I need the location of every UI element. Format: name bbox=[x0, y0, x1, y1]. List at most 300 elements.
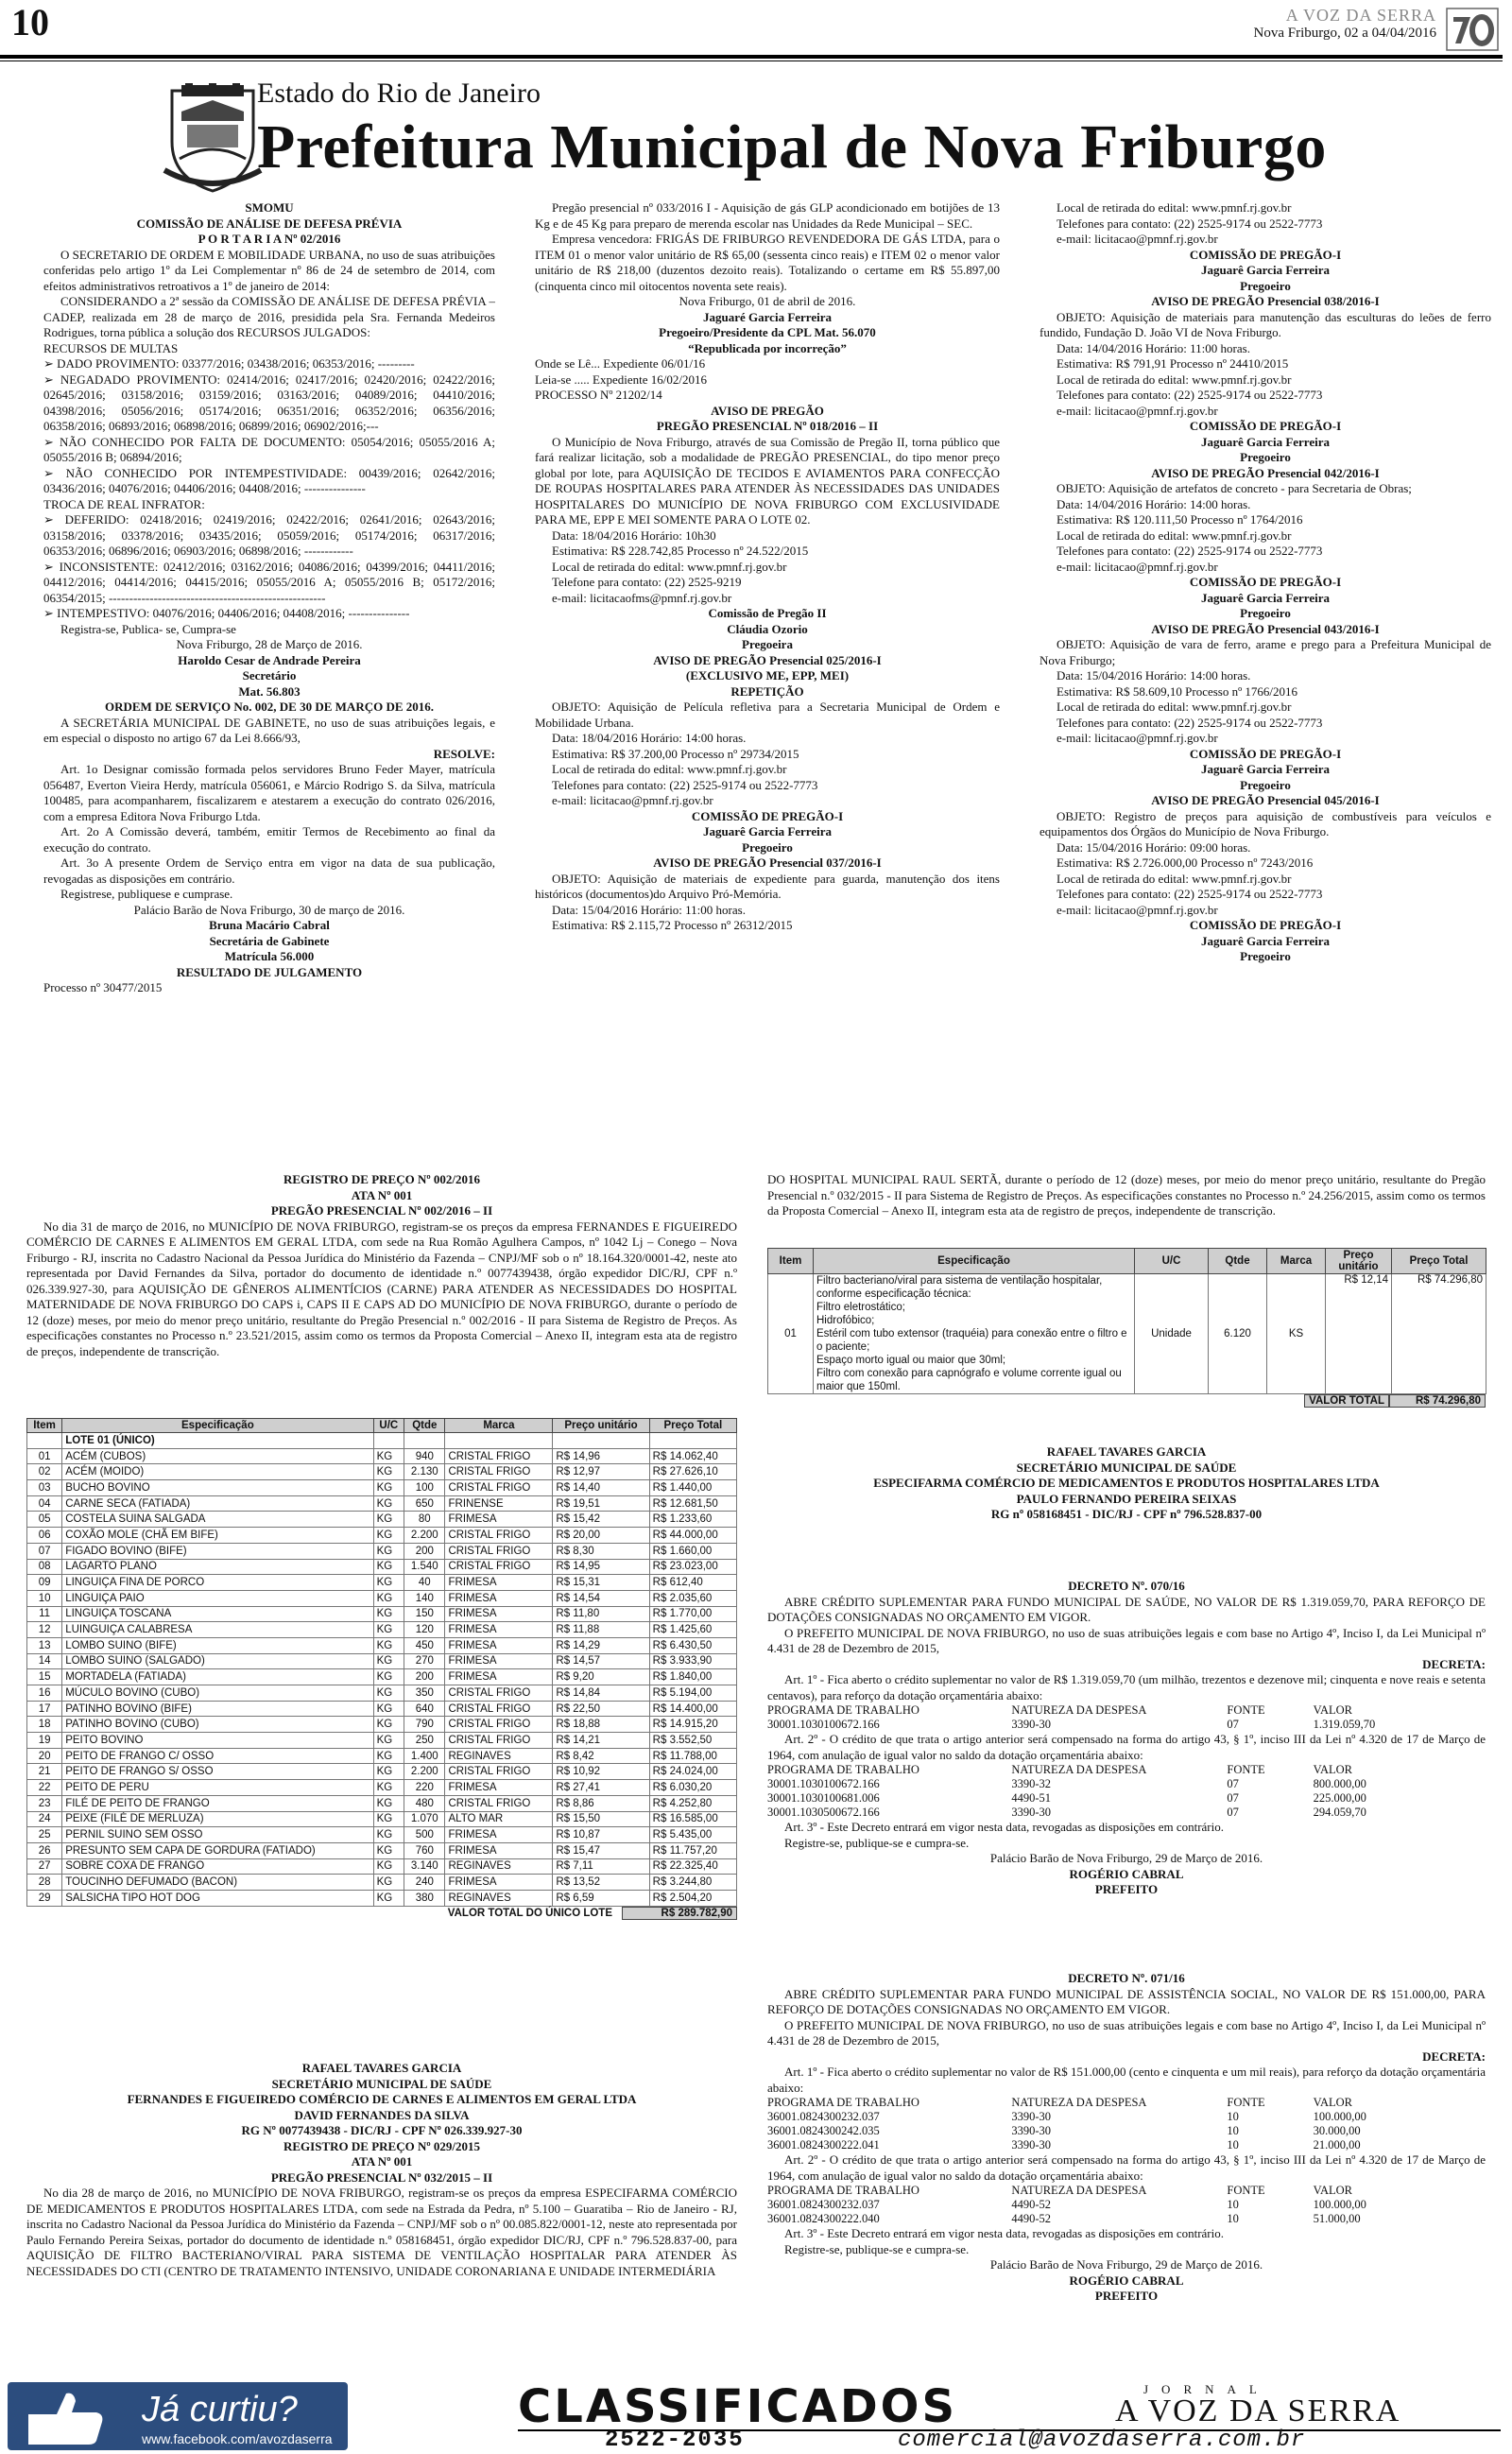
paragraph: OBJETO: Aquisição de materiais de expediente para guarda, manutenção dos itens históricos (documentos)do Arquivo Pró-Memória. bbox=[535, 871, 1000, 901]
paragraph: Data: 18/04/2016 Horário: 10h30 bbox=[552, 527, 716, 543]
paragraph: Palácio Barão de Nova Friburgo, 30 de março de 2016. bbox=[133, 902, 405, 917]
table-cell: 790 bbox=[404, 1717, 445, 1733]
paragraph: O SECRETARIO DE ORDEM E MOBILIDADE URBANA, no uso de suas atribuições conferidas pelo artigo 1º da Lei Complementar nº 86 de 24 de setembro de 2014, com efeitos administrativos retroativos a 1º de janeiro de 2014: bbox=[43, 247, 495, 293]
paragraph: Telefones para contato: (22) 2525-9174 ou 2522-7773 bbox=[552, 777, 818, 792]
total-price-cell: R$ 74.296,80 bbox=[1392, 1274, 1486, 1394]
budget-header: FONTE bbox=[1227, 2184, 1265, 2197]
budget-row bbox=[767, 2212, 1486, 2226]
table-cell: R$ 14,84 bbox=[553, 1685, 649, 1702]
table-cell: FRIMESA bbox=[445, 1875, 553, 1891]
table-row bbox=[27, 1528, 737, 1544]
paragraph: AVISO DE PREGÃO Presencial 042/2016-I bbox=[1151, 465, 1380, 480]
paragraph: ➢ INTEMPESTIVO: 04076/2016; 04406/2016; 04408/2016; --------------- bbox=[43, 606, 410, 620]
table-cell: 760 bbox=[404, 1842, 445, 1858]
table-cell: R$ 5.435,00 bbox=[649, 1827, 736, 1843]
table-cell: R$ 22,50 bbox=[553, 1701, 649, 1717]
table-cell: 04 bbox=[27, 1495, 62, 1512]
paragraph: OBJETO: Aquisição de materiais para manutenção das esculturas do leões de ferro fundido, Fundação D. João VI de Nova Friburgo. bbox=[1040, 309, 1491, 339]
table-cell: R$ 1.660,00 bbox=[649, 1543, 736, 1559]
decreto-070-section bbox=[767, 1579, 1486, 1966]
table-cell: R$ 6,59 bbox=[553, 1890, 649, 1906]
table-cell: FRIMESA bbox=[445, 1637, 553, 1653]
paragraph: Registra-se, Publica- se, Cumpra-se bbox=[60, 621, 236, 636]
table-cell: FRIMESA bbox=[445, 1622, 553, 1638]
table-cell: 08 bbox=[27, 1559, 62, 1575]
table-cell: R$ 20,00 bbox=[553, 1528, 649, 1544]
newspaper-name: A VOZ DA SERRA bbox=[1285, 6, 1436, 25]
empty-cell bbox=[404, 1433, 445, 1449]
paragraph: O PREFEITO MUNICIPAL DE NOVA FRIBURGO, no uso de suas atribuições legais e com base no Artigo 4º, Inciso I, da Lei Municipal nº 4.431 de 28 de Dezembro de 2015, bbox=[767, 1625, 1486, 1655]
table-cell: FRIMESA bbox=[445, 1575, 553, 1591]
table-cell: R$ 27,41 bbox=[553, 1780, 649, 1796]
table-cell: KG bbox=[373, 1764, 404, 1780]
paragraph: PREGÃO PRESENCIAL Nº 002/2016 – II bbox=[270, 1203, 493, 1218]
paragraph: Telefone para contato: (22) 2525-9219 bbox=[552, 575, 742, 589]
table-cell: FRIMESA bbox=[445, 1842, 553, 1858]
table-cell: CRISTAL FRIGO bbox=[445, 1480, 553, 1496]
budget-cell: 4490-51 bbox=[1011, 1791, 1052, 1805]
paragraph: ABRE CRÉDITO SUPLEMENTAR PARA FUNDO MUNICIPAL DE ASSISTÊNCIA SOCIAL, NO VALOR DE R$ 151.000,00, PARA REFORÇO DE DOTAÇÕES CONSIGNADAS NO ORÇAMENTO EM VIGOR. bbox=[767, 1986, 1486, 2016]
table-cell: 16 bbox=[27, 1685, 62, 1702]
paragraph: OBJETO: Aquisição de vara de ferro, arame e prego para a Prefeitura Municipal de Nova Friburgo; bbox=[1040, 637, 1491, 667]
paragraph: ABRE CRÉDITO SUPLEMENTAR PARA FUNDO MUNICIPAL DE SAÚDE, NO VALOR DE R$ 1.319.059,70, PARA REFORÇO DE DOTAÇÕES CONSIGNADAS NO ORÇAMENTO EM VIGOR. bbox=[767, 1594, 1486, 1624]
table-cell: R$ 12.681,50 bbox=[649, 1495, 736, 1512]
registro-029-signatures bbox=[767, 1444, 1486, 1567]
spec-line: Estéril com tubo extensor (traquéia) para conexão entre o filtro e o paciente; bbox=[816, 1328, 1127, 1353]
table-row bbox=[27, 1480, 737, 1496]
table-cell: R$ 14,54 bbox=[553, 1590, 649, 1606]
budget-cell: 10 bbox=[1227, 2124, 1239, 2137]
paragraph: Haroldo Cesar de Andrade Pereira bbox=[178, 652, 361, 667]
table-cell: CRISTAL FRIGO bbox=[445, 1733, 553, 1749]
table-cell: R$ 14,96 bbox=[553, 1448, 649, 1464]
paragraph: Local de retirada do edital: www.pmnf.rj.gov.br bbox=[1057, 527, 1292, 543]
paragraph: Comissão de Pregão II bbox=[708, 606, 827, 620]
budget-cell: 36001.0824300242.035 bbox=[767, 2124, 880, 2137]
total-label: VALOR TOTAL bbox=[1304, 1394, 1389, 1408]
table-cell: R$ 15,31 bbox=[553, 1575, 649, 1591]
qtde-cell: 6.120 bbox=[1209, 1274, 1267, 1394]
newspaper-header bbox=[1254, 6, 1436, 42]
budget-cell: 30001.1030100681.006 bbox=[767, 1791, 880, 1805]
table-cell: PEITO DE FRANGO C/ OSSO bbox=[62, 1748, 373, 1764]
paragraph: Telefones para contato: (22) 2525-9174 ou 2522-7773 bbox=[1057, 544, 1323, 558]
table-cell: PEITO DE PERU bbox=[62, 1780, 373, 1796]
table-cell: 500 bbox=[404, 1827, 445, 1843]
table-cell: PRESUNTO SEM CAPA DE GORDURA (FATIADO) bbox=[62, 1842, 373, 1858]
paragraph: Local de retirada do edital: www.pmnf.rj.gov.br bbox=[1057, 372, 1292, 387]
budget-header: NATUREZA DA DESPESA bbox=[1011, 1703, 1147, 1717]
table-cell: R$ 15,50 bbox=[553, 1811, 649, 1827]
paragraph: Art. 1º - Fica aberto o crédito suplementar no valor de R$ 1.319.059,70 (um milhão, trezentos e dezenove mil; cinquenta e nove reais e setenta centavos), para reforço da dotação orçamentária abaixo: bbox=[767, 1672, 1486, 1702]
budget-cell: 21.000,00 bbox=[1313, 2138, 1361, 2152]
paragraph: ➢ NEGADADO PROVIMENTO: 02414/2016; 02417/2016; 02420/2016; 02422/2016; 02645/2016; 03158/2016; 03159/2016; 03163/2016; 04089/2016; 04410/2016; 04398/2016; 05056/2016; 05174/2016; 06351/2016; 06352/2016; 06356/2016; 06358/2016; 06893/2016; 06898/2016; 06899/2016; 06902/2016;--- bbox=[43, 372, 495, 433]
paragraph: Art. 2º - O crédito de que trata o artigo anterior será compensado na forma do artigo 43, § 1º, inciso III da Lei nº 4.320 de 17 de Março de 1964, com anulação de igual valor no saldo da dotação orçamentária abaixo: bbox=[767, 2152, 1486, 2183]
avoz-logo-text: A VOZ DA SERRA bbox=[1115, 2394, 1401, 2428]
decreto-071-table-2 bbox=[767, 2184, 1486, 2226]
facebook-url[interactable]: www.facebook.com/avozdaserra bbox=[142, 2431, 333, 2446]
paragraph: Nova Friburgo, 01 de abril de 2016. bbox=[679, 294, 856, 308]
paragraph: Onde se Lê... Expediente 06/01/16 bbox=[535, 356, 706, 371]
table-cell: R$ 1.425,60 bbox=[649, 1622, 736, 1638]
table-cell: 250 bbox=[404, 1733, 445, 1749]
table-cell: FILÉ DE PEITO DE FRANGO bbox=[62, 1795, 373, 1811]
paragraph: DECRETA: bbox=[1422, 1656, 1486, 1671]
paragraph: RAFAEL TAVARES GARCIA bbox=[1046, 1444, 1207, 1459]
paragraph: Pregoeiro bbox=[1240, 606, 1291, 620]
table-cell: 2.130 bbox=[404, 1464, 445, 1480]
table-row bbox=[27, 1637, 737, 1653]
jornal-label: JORNAL bbox=[1143, 2382, 1270, 2396]
decreto-070-table-1 bbox=[767, 1703, 1486, 1732]
budget-row bbox=[767, 1791, 1486, 1806]
header-rule bbox=[0, 55, 1503, 59]
budget-cell: 3390-30 bbox=[1011, 2138, 1052, 2152]
table-cell: REGINAVES bbox=[445, 1858, 553, 1875]
paragraph: Telefones para contato: (22) 2525-9174 ou 2522-7773 bbox=[1057, 216, 1323, 231]
paragraph: REGISTRO DE PREÇO Nº 029/2015 bbox=[284, 2138, 480, 2153]
paragraph: Pregão presencial nº 033/2016 I - Aquisição de gás GLP acondicionado em botijões de 13 Kg e de 45 Kg para preparo de merenda escolar nas Unidades da Rede Municipal – SEC. bbox=[535, 200, 1000, 231]
table-header-row bbox=[768, 1249, 1486, 1274]
table-cell: FRIMESA bbox=[445, 1606, 553, 1622]
decreto-071-section bbox=[767, 1971, 1486, 2373]
table-cell: R$ 14.400,00 bbox=[649, 1701, 736, 1717]
paragraph: Nova Friburgo, 28 de Março de 2016. bbox=[176, 637, 363, 651]
paragraph: Pregoeiro bbox=[1240, 777, 1291, 792]
table-cell: 23 bbox=[27, 1795, 62, 1811]
table-cell: CRISTAL FRIGO bbox=[445, 1559, 553, 1575]
table-row bbox=[27, 1795, 737, 1811]
paragraph: Pregoeiro/Presidente da CPL Mat. 56.070 bbox=[659, 325, 876, 339]
budget-cell: 07 bbox=[1227, 1791, 1239, 1805]
table-cell: 1.540 bbox=[404, 1559, 445, 1575]
column-pregao-avisos-2 bbox=[1040, 200, 1491, 1136]
table-cell: MÚCULO BOVINO (CUBO) bbox=[62, 1685, 373, 1702]
column-pregao-avisos bbox=[535, 200, 1000, 1136]
paragraph: Art. 3º - Este Decreto entrará em vigor nesta data, revogadas as disposições em contrário. bbox=[784, 2226, 1224, 2240]
paragraph: Registre-se, publique-se e cumpra-se. bbox=[784, 2241, 970, 2256]
table-cell: REGINAVES bbox=[445, 1748, 553, 1764]
table-cell: CRISTAL FRIGO bbox=[445, 1448, 553, 1464]
budget-cell: 225.000,00 bbox=[1313, 1791, 1366, 1805]
registro-002-table-wrap bbox=[26, 1418, 737, 1920]
table-cell: KG bbox=[373, 1701, 404, 1717]
budget-header: FONTE bbox=[1227, 2096, 1265, 2109]
paragraph: Estimativa: R$ 228.742,85 Processo nº 24.522/2015 bbox=[552, 544, 809, 558]
budget-cell: 30001.1030100672.166 bbox=[767, 1718, 880, 1731]
budget-cell: 07 bbox=[1227, 1806, 1239, 1819]
paragraph: PREGÃO PRESENCIAL Nº 032/2015 – II bbox=[270, 2169, 493, 2185]
table-cell: R$ 1.440,00 bbox=[649, 1480, 736, 1496]
table-cell: R$ 14.915,20 bbox=[649, 1717, 736, 1733]
paragraph: OBJETO: Aquisição de Película refletiva para a Secretaria Municipal de Ordem e Mobilidade Urbana. bbox=[535, 700, 1000, 730]
table-cell: CRISTAL FRIGO bbox=[445, 1701, 553, 1717]
paragraph: Secretária de Gabinete bbox=[209, 933, 330, 948]
table-cell: FRIMESA bbox=[445, 1512, 553, 1528]
table-cell: KG bbox=[373, 1653, 404, 1669]
paragraph: PREGÃO PRESENCIAL Nº 018/2016 – II bbox=[656, 419, 879, 433]
nova-friburgo-crest-icon bbox=[161, 83, 265, 197]
table-row bbox=[27, 1780, 737, 1796]
paragraph: e-mail: licitacao@pmnf.rj.gov.br bbox=[552, 793, 713, 807]
table-cell: 24 bbox=[27, 1811, 62, 1827]
budget-header: VALOR bbox=[1313, 2096, 1353, 2109]
paragraph: Art. 2º - O crédito de que trata o artigo anterior será compensado na forma do artigo 43, § 1º, inciso III da Lei nº 4.320 de 17 de Março de 1964, com anulação de igual valor no saldo da dotação orçamentária abaixo: bbox=[767, 1732, 1486, 1762]
budget-cell: 36001.0824300232.037 bbox=[767, 2110, 880, 2123]
spec-line: Hidrofóbico; bbox=[816, 1315, 875, 1326]
table-cell: LINGUIÇA TOSCANA bbox=[62, 1606, 373, 1622]
paragraph: AVISO DE PREGÃO Presencial 025/2016-I bbox=[653, 652, 882, 667]
table-cell: R$ 2.504,20 bbox=[649, 1890, 736, 1906]
table-cell: 13 bbox=[27, 1637, 62, 1653]
table-cell: FRIMESA bbox=[445, 1669, 553, 1685]
prefeitura-title: Prefeitura Municipal de Nova Friburgo bbox=[257, 112, 1327, 181]
table-cell: KG bbox=[373, 1842, 404, 1858]
paragraph: ATA Nº 001 bbox=[351, 2154, 413, 2169]
table-row bbox=[27, 1733, 737, 1749]
table-cell: 140 bbox=[404, 1590, 445, 1606]
table-cell: 650 bbox=[404, 1495, 445, 1512]
registro-029-table-wrap bbox=[767, 1248, 1486, 1408]
budget-header: VALOR bbox=[1313, 1763, 1353, 1776]
table-cell: 01 bbox=[27, 1448, 62, 1464]
table-cell: R$ 3.244,80 bbox=[649, 1875, 736, 1891]
table-cell: CRISTAL FRIGO bbox=[445, 1543, 553, 1559]
paragraph: O Município de Nova Friburgo, através de sua Comissão de Pregão II, torna público que fará realizar licitação, sob a modalidade de PREGÃO PRESENCIAL, do tipo menor preço global por lote, para AQUISIÇÃO DE TECIDOS E AVIAMENTOS PARA CONFECÇÃO DE ROUPAS HOSPITALARES PARA ATENDER ÀS NECESSIDADES DAS UNIDADES HOSPITALARES DO MUNICÍPIO DE NOVA FRIBURGO COM EXCLUSIVIDADE PARA ME, EPP E MEI SOMENTE PARA O LOTE 02. bbox=[535, 434, 1000, 527]
table-cell: KG bbox=[373, 1685, 404, 1702]
table-cell: COXÃO MOLE (CHÃ EM BIFE) bbox=[62, 1528, 373, 1544]
table-row bbox=[27, 1622, 737, 1638]
state-name: Estado do Rio de Janeiro bbox=[257, 78, 541, 109]
table-cell: FIGADO BOVINO (BIFE) bbox=[62, 1543, 373, 1559]
column-header: Preço unitário bbox=[1326, 1249, 1392, 1274]
budget-header: PROGRAMA DE TRABALHO bbox=[767, 2184, 919, 2197]
paragraph: COMISSÃO DE PREGÃO-I bbox=[1189, 575, 1342, 589]
paragraph: Art. 1º - Fica aberto o crédito suplementar no valor de R$ 151.000,00 (cento e cinquenta e um mil reais), para reforço da dotação orçamentária abaixo: bbox=[767, 2065, 1486, 2095]
spec-line: Filtro eletrostático; bbox=[816, 1302, 905, 1313]
column-header: Item bbox=[27, 1419, 62, 1433]
paragraph: REGISTRO DE PREÇO Nº 002/2016 bbox=[284, 1172, 480, 1186]
paragraph: Local de retirada do edital: www.pmnf.rj.gov.br bbox=[1057, 871, 1292, 886]
paragraph: FERNANDES E FIGUEIREDO COMÉRCIO DE CARNES E ALIMENTOS EM GERAL LTDA bbox=[127, 2092, 637, 2106]
table-cell: 14 bbox=[27, 1653, 62, 1669]
table-cell: R$ 612,40 bbox=[649, 1575, 736, 1591]
paragraph: PROCESSO Nº 21202/14 bbox=[535, 388, 662, 402]
paragraph: DAVID FERNANDES DA SILVA bbox=[294, 2107, 470, 2122]
paragraph: ROGÉRIO CABRAL bbox=[1069, 2273, 1184, 2288]
table-cell: 100 bbox=[404, 1480, 445, 1496]
table-cell: R$ 1.840,00 bbox=[649, 1669, 736, 1685]
uc-cell: Unidade bbox=[1135, 1274, 1209, 1394]
paragraph: OBJETO: Aquisição de artefatos de concreto - para Secretaria de Obras; bbox=[1057, 481, 1412, 495]
paragraph: ➢ DADO PROVIMENTO: 03377/2016; 03438/2016; 06353/2016; --------- bbox=[43, 356, 415, 371]
column-header: Especificação bbox=[62, 1419, 373, 1433]
paragraph: RESULTADO DE JULGAMENTO bbox=[176, 964, 363, 979]
table-cell: 640 bbox=[404, 1701, 445, 1717]
paragraph: Estimativa: R$ 120.111,50 Processo nº 1764/2016 bbox=[1057, 512, 1303, 527]
budget-header: FONTE bbox=[1227, 1763, 1265, 1776]
table-cell: FRIMESA bbox=[445, 1827, 553, 1843]
budget-cell: 3390-30 bbox=[1011, 1806, 1052, 1819]
paragraph: “Republicada por incorreção” bbox=[688, 340, 847, 355]
table-cell: 220 bbox=[404, 1780, 445, 1796]
registro-029-intro bbox=[767, 1172, 1486, 1248]
budget-header-row bbox=[767, 2096, 1486, 2110]
budget-row bbox=[767, 1806, 1486, 1820]
paragraph: Data: 18/04/2016 Horário: 14:00 horas. bbox=[552, 731, 747, 745]
table-cell: R$ 11,80 bbox=[553, 1606, 649, 1622]
table-cell: R$ 6.030,20 bbox=[649, 1780, 736, 1796]
table-cell: KG bbox=[373, 1748, 404, 1764]
table-cell: 21 bbox=[27, 1764, 62, 1780]
table-row bbox=[27, 1748, 737, 1764]
budget-row bbox=[767, 2124, 1486, 2138]
table-cell: KG bbox=[373, 1575, 404, 1591]
paragraph: Palácio Barão de Nova Friburgo, 29 de Março de 2016. bbox=[989, 1851, 1263, 1865]
paragraph: e-mail: licitacaofms@pmnf.rj.gov.br bbox=[552, 590, 732, 605]
paragraph: Jaguarê Garcia Ferreira bbox=[1201, 263, 1330, 277]
paragraph: Art. 3º - Este Decreto entrará em vigor nesta data, revogadas as disposições em contrário. bbox=[784, 1820, 1224, 1834]
table-cell: 150 bbox=[404, 1606, 445, 1622]
table-cell: CRISTAL FRIGO bbox=[445, 1764, 553, 1780]
table-cell: 2.200 bbox=[404, 1528, 445, 1544]
paragraph: Art. 1o Designar comissão formada pelos servidores Bruno Feder Mayer, matrícula 056487, Everton Vieira Herdy, matrícula 056061, e Márcio Rodrigo S. da Silva, matrícula 100485, para acompanharem, fiscalizarem e atestarem a execução do contrato 026/2016, com a empresa Editora Nova Friburgo Ltda. bbox=[43, 762, 495, 823]
table-cell: R$ 3.552,50 bbox=[649, 1733, 736, 1749]
budget-cell: 30001.1030100672.166 bbox=[767, 1777, 880, 1790]
budget-row bbox=[767, 1777, 1486, 1791]
budget-cell: 07 bbox=[1227, 1777, 1239, 1790]
spec-line: Filtro bacteriano/viral para sistema de ventilação hospitalar, conforme especificação técnica: bbox=[816, 1275, 1103, 1300]
paragraph: Registre-se, publique-se e cumpra-se. bbox=[784, 1835, 970, 1850]
paragraph: Jaguarê Garcia Ferreira bbox=[1201, 762, 1330, 776]
paragraph: REPETIÇÃO bbox=[730, 683, 804, 699]
empty-cell bbox=[649, 1433, 736, 1449]
table-cell: CRISTAL FRIGO bbox=[445, 1464, 553, 1480]
table-row bbox=[27, 1653, 737, 1669]
table-cell: SOBRE COXA DE FRANGO bbox=[62, 1858, 373, 1875]
paragraph: Jaguarê Garcia Ferreira bbox=[1201, 933, 1330, 948]
paragraph: Art. 2o A Comissão deverá, também, emitir Termos de Recebimento ao final da execução do contrato. bbox=[43, 824, 495, 855]
column-header: Especificação bbox=[814, 1249, 1135, 1274]
table-cell: 20 bbox=[27, 1748, 62, 1764]
table-cell: 07 bbox=[27, 1543, 62, 1559]
paragraph: Estimativa: R$ 2.115,72 Processo nº 26312/2015 bbox=[552, 918, 793, 932]
table-cell: R$ 5.194,00 bbox=[649, 1685, 736, 1702]
anniversary-70-logo bbox=[1446, 8, 1499, 51]
column-header: U/C bbox=[1135, 1249, 1209, 1274]
budget-header-row bbox=[767, 2184, 1486, 2198]
paragraph: Pregoeiro bbox=[1240, 450, 1291, 464]
total-value: R$ 289.782,90 bbox=[622, 1907, 737, 1920]
paragraph: Local de retirada do edital: www.pmnf.rj.gov.br bbox=[552, 559, 787, 574]
budget-header: PROGRAMA DE TRABALHO bbox=[767, 1703, 919, 1717]
budget-header: PROGRAMA DE TRABALHO bbox=[767, 2096, 919, 2109]
table-cell: R$ 22.325,40 bbox=[649, 1858, 736, 1875]
paragraph: Telefones para contato: (22) 2525-9174 ou 2522-7773 bbox=[1057, 887, 1323, 901]
table-cell: R$ 10,87 bbox=[553, 1827, 649, 1843]
budget-cell: 30001.1030500672.166 bbox=[767, 1806, 880, 1819]
table-row bbox=[27, 1590, 737, 1606]
table-cell: 1.070 bbox=[404, 1811, 445, 1827]
table-cell: KG bbox=[373, 1464, 404, 1480]
paragraph: SECRETÁRIO MUNICIPAL DE SAÚDE bbox=[1016, 1460, 1237, 1475]
table-cell: LOMBO SUINO (SALGADO) bbox=[62, 1653, 373, 1669]
paragraph: COMISSÃO DE PREGÃO-I bbox=[1189, 746, 1342, 761]
phone-number[interactable]: 2522-2035 bbox=[605, 2428, 745, 2453]
paragraph: Data: 14/04/2016 Horário: 11:00 horas. bbox=[1057, 340, 1250, 355]
table-cell: R$ 18,88 bbox=[553, 1717, 649, 1733]
paragraph: Data: 15/04/2016 Horário: 14:00 horas. bbox=[1057, 668, 1251, 683]
table-cell: R$ 11,88 bbox=[553, 1622, 649, 1638]
table-cell: 380 bbox=[404, 1890, 445, 1906]
table-cell: R$ 7,11 bbox=[553, 1858, 649, 1875]
lote-row bbox=[27, 1433, 737, 1449]
paragraph: RESOLVE: bbox=[433, 746, 495, 761]
paragraph: COMISSÃO DE PREGÃO-I bbox=[1189, 247, 1342, 262]
budget-cell: 10 bbox=[1227, 2198, 1239, 2211]
classificados-title: CLASSIFICADOS bbox=[518, 2380, 958, 2433]
table-cell: KG bbox=[373, 1448, 404, 1464]
email-address[interactable]: comercial@avozdaserra.com.br bbox=[898, 2428, 1306, 2453]
total-value: R$ 74.296,80 bbox=[1389, 1394, 1486, 1408]
table-cell: R$ 11.757,20 bbox=[649, 1842, 736, 1858]
table-cell: R$ 6.430,50 bbox=[649, 1637, 736, 1653]
paragraph: No dia 28 de março de 2016, no MUNICÍPIO DE NOVA FRIBURGO, registram-se os preços da empresa ESPECIFARMA COMÉRCIO DE MEDICAMENTOS E PRODUTOS HOSPITALARES LTDA, com sede na Estrada da Pedra, nº 5.100 – Guaratiba – Rio de Janeiro - RJ, inscrita no Cadastro Nacional da Pessoa Jurídica do Ministério da Fazenda – CNPJ/MF sob o nº 00.085.822/0001-12, neste ato representada por Paulo Fernando Pereira Seixas, portador do documento de identidade n.º 058168451, órgão expedidor DIC/RJ, CPF n.º 796.528.837-00, para AQUISIÇÃO DE FILTRO BACTERIANO/VIRAL PARA SISTEMA DE VENTILAÇÃO HOSPITALAR PARA ATENDER ÀS NECESSIDADES DO CTI (CENTRO DE TRATAMENTO INTENSIVO, UNIDADE CORONARIANA E UNIDADE INTERMEDIÁRIA bbox=[26, 2186, 737, 2278]
table-cell: LINGUIÇA FINA DE PORCO bbox=[62, 1575, 373, 1591]
table-cell: 120 bbox=[404, 1622, 445, 1638]
registro-002-table bbox=[26, 1418, 737, 1907]
table-cell: KG bbox=[373, 1858, 404, 1875]
paragraph: Estimativa: R$ 791,91 Processo nº 24410/2015 bbox=[1057, 356, 1289, 371]
unit-price-cell: R$ 12,14 bbox=[1326, 1274, 1392, 1394]
paragraph: e-mail: licitacao@pmnf.rj.gov.br bbox=[1057, 232, 1218, 246]
paragraph: ➢ NÃO CONHECIDO POR FALTA DE DOCUMENTO: 05054/2016; 05055/2016 A; 05055/2016 B; 06894/2016; bbox=[43, 434, 495, 464]
paragraph: Data: 15/04/2016 Horário: 11:00 horas. bbox=[552, 902, 746, 917]
budget-cell: 1.319.059,70 bbox=[1313, 1718, 1376, 1731]
table-row bbox=[27, 1827, 737, 1843]
table-cell: CRISTAL FRIGO bbox=[445, 1685, 553, 1702]
table-cell: R$ 14,40 bbox=[553, 1480, 649, 1496]
table-cell: R$ 10,92 bbox=[553, 1764, 649, 1780]
paragraph: Estimativa: R$ 2.726.000,00 Processo nº 7243/2016 bbox=[1057, 855, 1314, 870]
budget-row bbox=[767, 2138, 1486, 2152]
table-cell: LAGARTO PLANO bbox=[62, 1559, 373, 1575]
table-cell: PATINHO BOVINO (CUBO) bbox=[62, 1717, 373, 1733]
table-cell: CARNE SECA (FATIADA) bbox=[62, 1495, 373, 1512]
table-cell: KG bbox=[373, 1590, 404, 1606]
table-cell: FRIMESA bbox=[445, 1780, 553, 1796]
table-cell: FRIMESA bbox=[445, 1590, 553, 1606]
table-cell: SALSICHA TIPO HOT DOG bbox=[62, 1890, 373, 1906]
paragraph: COMISSÃO DE ANÁLISE DE DEFESA PRÉVIA bbox=[136, 216, 403, 231]
paragraph: AVISO DE PREGÃO Presencial 045/2016-I bbox=[1151, 793, 1380, 807]
table-cell: R$ 15,42 bbox=[553, 1512, 649, 1528]
table-cell: 350 bbox=[404, 1685, 445, 1702]
table-row bbox=[27, 1559, 737, 1575]
table-cell: KG bbox=[373, 1512, 404, 1528]
table-cell: R$ 2.035,60 bbox=[649, 1590, 736, 1606]
table-cell: KG bbox=[373, 1780, 404, 1796]
paragraph: Jaguaré Garcia Ferreira bbox=[703, 309, 832, 324]
table-cell: R$ 8,30 bbox=[553, 1543, 649, 1559]
budget-header: PROGRAMA DE TRABALHO bbox=[767, 1763, 919, 1776]
budget-header: NATUREZA DA DESPESA bbox=[1011, 1763, 1147, 1776]
budget-header: VALOR bbox=[1313, 1703, 1353, 1717]
budget-cell: 10 bbox=[1227, 2212, 1239, 2225]
table-cell: KG bbox=[373, 1606, 404, 1622]
paragraph: ➢ DEFERIDO: 02418/2016; 02419/2016; 02422/2016; 02641/2016; 02643/2016; 03158/2016; 03378/2016; 03435/2016; 05059/2016; 05174/2016; 06317/2016; 06353/2016; 06896/2016; 06903/2016; 06898/2016; ------------ bbox=[43, 512, 495, 558]
table-cell: R$ 23.023,00 bbox=[649, 1559, 736, 1575]
